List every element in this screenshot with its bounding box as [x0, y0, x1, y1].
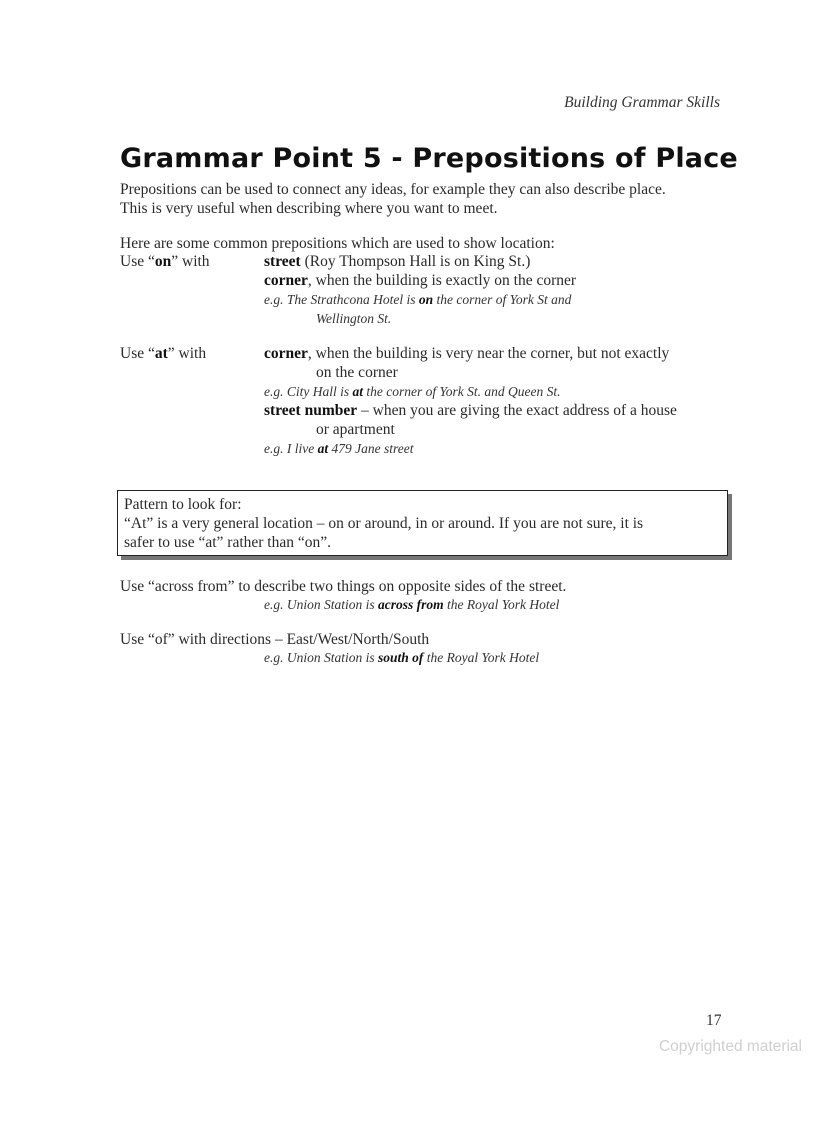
lead-sentence: Here are some common prepositions which are used to show location:: [120, 235, 555, 252]
of-example: [264, 650, 539, 666]
page-number: 17: [706, 1012, 722, 1029]
at-content: [264, 344, 720, 458]
at-number-text: – when you are giving the exact address of a house: [357, 402, 677, 419]
at-corner-cont: on the corner: [316, 364, 398, 381]
at-example2-pre: e.g. I live: [264, 441, 318, 456]
pattern-box-heading: Pattern to look for:: [124, 496, 242, 513]
across-example-post: the Royal York Hotel: [443, 597, 560, 612]
intro-line-1: Prepositions can be used to connect any ideas, for example they can also describe place.: [120, 181, 666, 198]
at-example2-bold: at: [317, 441, 329, 456]
on-label: [120, 252, 210, 271]
on-label-post: ” with: [171, 253, 210, 270]
at-example2-post: 479 Jane street: [328, 441, 414, 456]
on-example-post: the corner of York St and: [433, 292, 572, 307]
on-example: [264, 290, 720, 309]
at-example1-bold: at: [352, 384, 364, 399]
at-number-rule: [264, 401, 720, 420]
of-example-bold: south of: [378, 650, 424, 665]
pattern-box: [117, 490, 728, 556]
at-example-2: [264, 439, 720, 458]
on-example-bold: on: [418, 292, 434, 307]
at-corner-rule: [264, 344, 720, 363]
pattern-box-line-1: “At” is a very general location – on or around, in or around. If you are not sure, it is: [124, 515, 644, 532]
at-example-1: [264, 382, 720, 401]
of-example-post: the Royal York Hotel: [423, 650, 540, 665]
intro-line-2: This is very useful when describing where you want to meet.: [120, 200, 498, 217]
running-head: Building Grammar Skills: [564, 94, 720, 111]
across-example: [264, 597, 559, 613]
across-rule: Use “across from” to describe two things on opposite sides of the street.: [120, 578, 567, 595]
on-corner-term: corner: [264, 272, 308, 289]
at-number-term: street number: [264, 402, 358, 419]
on-example-pre: e.g. The Strathcona Hotel is: [264, 292, 419, 307]
at-number-cont: or apartment: [316, 421, 395, 438]
at-example1-post: the corner of York St. and Queen St.: [363, 384, 561, 399]
at-label-pre: Use “: [120, 345, 155, 362]
on-street-term: street: [264, 253, 301, 270]
pattern-box-line-2: safer to use “at” rather than “on”.: [124, 534, 331, 551]
on-street-text: (Roy Thompson Hall is on King St.): [300, 253, 531, 270]
on-content: [264, 252, 720, 328]
of-example-pre: e.g. Union Station is: [264, 650, 378, 665]
on-corner-text: , when the building is exactly on the corner: [307, 272, 577, 289]
at-example1-pre: e.g. City Hall is: [264, 384, 353, 399]
page-title: Grammar Point 5 - Prepositions of Place: [120, 143, 738, 174]
at-corner-text: , when the building is very near the corner, but not exactly: [307, 345, 670, 362]
on-corner-rule: [264, 271, 720, 290]
across-example-pre: e.g. Union Station is: [264, 597, 378, 612]
on-label-word: on: [154, 253, 172, 270]
copyright-watermark: Copyrighted material: [658, 1038, 802, 1055]
on-example-cont: Wellington St.: [316, 311, 392, 326]
on-label-pre: Use “: [120, 253, 155, 270]
on-street-rule: [264, 252, 720, 271]
at-label-post: ” with: [167, 345, 207, 362]
at-corner-term: corner: [264, 345, 308, 362]
across-example-bold: across from: [378, 597, 444, 612]
intro-paragraph: [120, 180, 740, 218]
at-label-word: at: [154, 345, 168, 362]
of-rule: Use “of” with directions – East/West/North/South: [120, 631, 430, 648]
at-label: [120, 344, 206, 363]
